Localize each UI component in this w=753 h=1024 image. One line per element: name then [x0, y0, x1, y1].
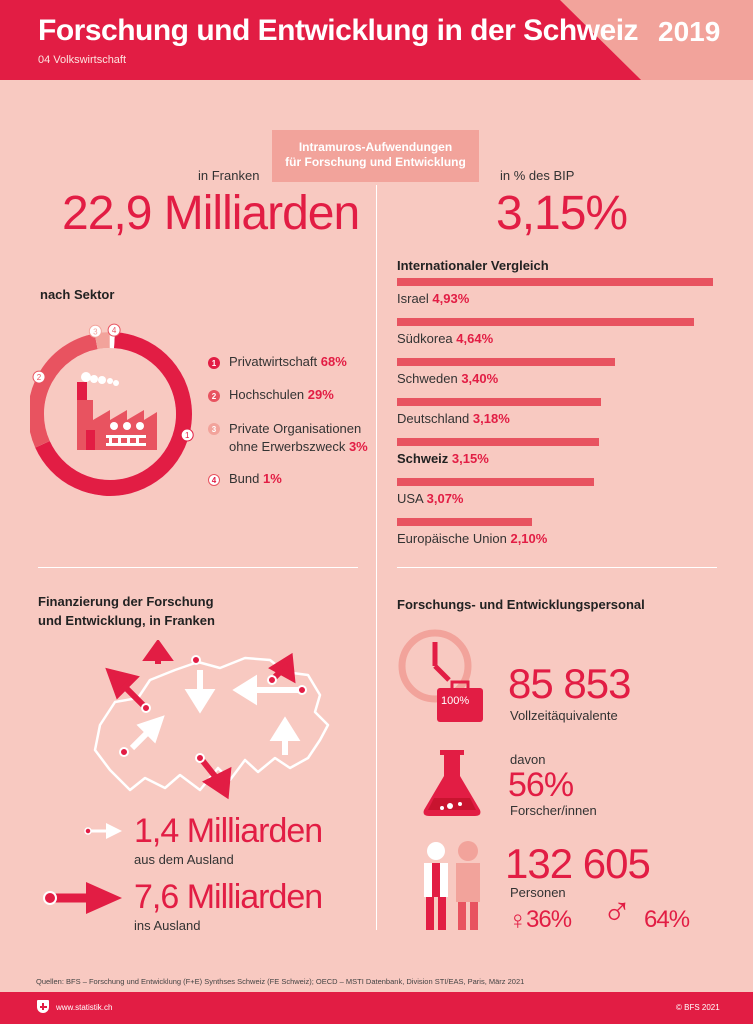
sector-donut [36, 340, 184, 488]
swiss-cross-icon [37, 1000, 49, 1013]
page-subtitle: 04 Volkswirtschaft [38, 54, 127, 66]
legend-marker-1: 1 [208, 357, 220, 369]
legend-label: Hochschulen [229, 387, 305, 402]
total-expenditure-value: 22,9 Milliarden [62, 187, 360, 240]
intl-country-label: Schweden 3,40% [397, 371, 499, 386]
intl-bar [397, 358, 615, 366]
persons-icon [420, 840, 490, 932]
francs-label: in Franken [198, 168, 260, 183]
page-title: Forschung und Entwicklung in der Schweiz [38, 14, 639, 47]
outflow-arrow-icon [40, 878, 126, 918]
financing-title-line1: Finanzierung der Forschung [38, 594, 214, 609]
intl-country-label: Deutschland 3,18% [397, 411, 510, 426]
donut-marker-label: 4 [111, 326, 117, 336]
intl-country-label: Israel 4,93% [397, 291, 470, 306]
intl-bar [397, 318, 694, 326]
fte-label: Vollzeitäquivalente [510, 708, 618, 723]
outflow-label: ins Ausland [134, 918, 201, 933]
donut-marker-label: 3 [93, 327, 98, 337]
legend-pct: 29% [307, 387, 334, 402]
outflow-value: 7,6 Milliarden [134, 878, 323, 916]
intl-country-label: Europäische Union 2,10% [397, 531, 548, 546]
intl-bar [397, 478, 594, 486]
legend-label: Private Organisationen [229, 421, 362, 436]
intramuros-title-line1: Intramuros-Aufwendungen [298, 140, 453, 154]
inflow-arrow-icon [82, 820, 126, 842]
legend-marker-2: 2 [208, 390, 220, 402]
sources-text: Quellen: BFS – Forschung und Entwicklung (F+E) Synthses Schweiz (FE Schweiz); OECD – MSTI Datenbank, Division STI/EAS, Paris, März 2021 [36, 977, 525, 986]
legend-pct: 3% [348, 439, 368, 454]
footer-copyright: © BFS 2021 [676, 1003, 720, 1012]
horizontal-divider-right [397, 567, 717, 568]
flask-icon [420, 748, 484, 818]
year-label: 2019 [658, 16, 721, 47]
persons-label: Personen [510, 885, 566, 900]
legend-label-line2: ohne Erwerbszweck [229, 439, 346, 454]
intl-country-label: USA 3,07% [397, 491, 464, 506]
footer-bar [0, 992, 753, 1024]
gdp-label: in % des BIP [500, 168, 575, 183]
legend-pct: 68% [320, 354, 347, 369]
legend-label: Bund [229, 471, 260, 486]
female-icon: ♀ [508, 905, 528, 935]
davon-label: davon [510, 752, 546, 767]
sector-donut-chart [30, 322, 200, 502]
intl-country-label: Schweiz 3,15% [397, 451, 489, 466]
researchers-label: Forscher/innen [510, 803, 597, 818]
legend-pct: 1% [263, 471, 282, 486]
donut-slice [96, 340, 110, 341]
financing-title [38, 592, 215, 630]
fte-value: 85 853 [508, 660, 631, 707]
fte-badge: 100% [441, 695, 470, 707]
intramuros-title-line2: für Forschung und Entwicklung [285, 155, 466, 169]
intl-bar [397, 278, 713, 286]
donut-marker-label: 1 [184, 431, 190, 441]
persons-value: 132 605 [505, 840, 650, 887]
footer-url-link[interactable]: www.statistik.ch [56, 1003, 113, 1012]
intl-country-label: Südkorea 4,64% [397, 331, 494, 346]
international-title: Internationaler Vergleich [397, 258, 549, 273]
intramuros-title-box [272, 130, 479, 182]
legend-label: Privatwirtschaft [229, 354, 318, 369]
intl-bar [397, 518, 532, 526]
male-pct: 64% [644, 906, 690, 933]
female-pct: 36% [526, 906, 572, 933]
vertical-divider [376, 185, 377, 930]
donut-marker-label: 2 [36, 373, 42, 383]
sector-title: nach Sektor [40, 287, 115, 302]
legend-hochschulen [208, 387, 334, 402]
horizontal-divider-left [38, 567, 358, 568]
researchers-value: 56% [508, 766, 574, 804]
legend-private-organisationen [208, 420, 368, 456]
gdp-share-value: 3,15% [496, 187, 628, 240]
legend-marker-3: 3 [208, 423, 220, 435]
intl-bar [397, 438, 599, 446]
legend-privatwirtschaft [208, 354, 347, 369]
male-icon: ♂ [602, 890, 632, 934]
intl-bar [397, 398, 601, 406]
inflow-value: 1,4 Milliarden [134, 812, 323, 850]
inflow-label: aus dem Ausland [134, 852, 234, 867]
legend-marker-4: 4 [208, 474, 220, 486]
personnel-title: Forschungs- und Entwicklungspersonal [397, 597, 645, 612]
legend-bund [208, 471, 282, 486]
financing-title-line2: und Entwicklung, in Franken [38, 613, 215, 628]
clock-briefcase-icon [397, 628, 497, 728]
factory-icon [77, 372, 157, 450]
switzerland-map-icon [80, 640, 340, 800]
